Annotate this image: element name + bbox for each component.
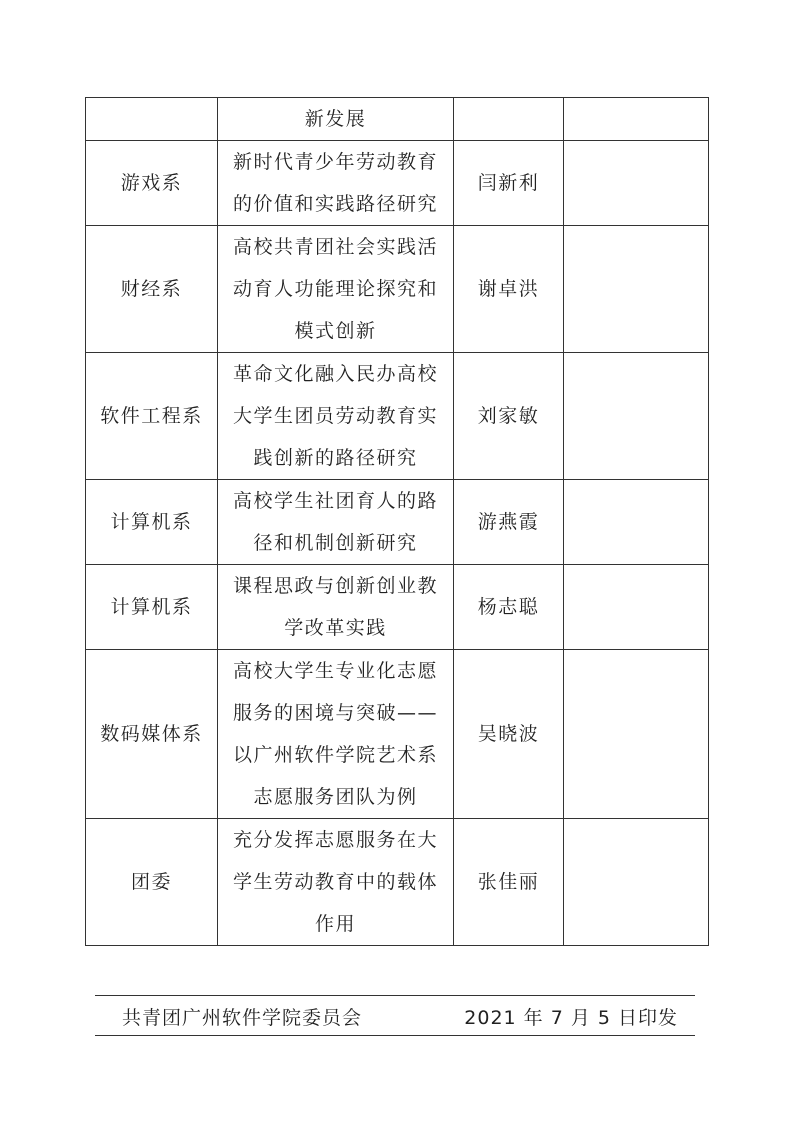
topic-line: 作用 — [314, 913, 356, 935]
note-cell — [564, 353, 709, 480]
table-row — [86, 98, 709, 141]
table-row — [86, 650, 709, 819]
footer-rule-bottom — [95, 1035, 695, 1036]
dept-cell — [86, 98, 218, 141]
dept-cell: 软件工程系 — [86, 353, 218, 480]
footer-date: 2021 年 7 月 5 日印发 — [464, 1007, 678, 1029]
topic-cell — [218, 819, 454, 946]
topic-cell — [218, 98, 454, 141]
topic-cell — [218, 650, 454, 819]
topic-line: 模式创新 — [294, 320, 377, 342]
topic-line: 大学生团员劳动教育实 — [232, 405, 438, 427]
topic-cell — [218, 141, 454, 226]
table-row — [86, 353, 709, 480]
table-row — [86, 819, 709, 946]
topic-line: 高校学生社团育人的路 — [232, 490, 438, 512]
topic-line: 新发展 — [304, 108, 367, 130]
topic-cell — [218, 353, 454, 480]
leader-cell: 刘家敏 — [454, 353, 564, 480]
footer-issuer: 共青团广州软件学院委员会 — [122, 1007, 363, 1029]
topic-cell — [218, 226, 454, 353]
leader-cell: 游燕霞 — [454, 480, 564, 565]
topic-line: 践创新的路径研究 — [253, 447, 418, 469]
topic-line: 新时代青少年劳动教育 — [232, 151, 438, 173]
note-cell — [564, 565, 709, 650]
table-row — [86, 141, 709, 226]
leader-cell: 谢卓洪 — [454, 226, 564, 353]
topic-line: 服务的困境与突破—— — [232, 702, 438, 724]
leader-cell — [454, 98, 564, 141]
topic-line: 学改革实践 — [284, 617, 387, 639]
topic-cell — [218, 565, 454, 650]
footer-rule-top — [95, 995, 695, 996]
topic-line: 动育人功能理论探究和 — [232, 278, 438, 300]
topic-line: 学生劳动教育中的载体 — [232, 871, 438, 893]
topic-line: 高校共青团社会实践活 — [232, 236, 438, 258]
table-row — [86, 480, 709, 565]
dept-cell: 团委 — [86, 819, 218, 946]
dept-cell: 数码媒体系 — [86, 650, 218, 819]
table-row — [86, 565, 709, 650]
note-cell — [564, 98, 709, 141]
leader-cell: 张佳丽 — [454, 819, 564, 946]
topic-line: 径和机制创新研究 — [253, 532, 418, 554]
note-cell — [564, 819, 709, 946]
table-row — [86, 226, 709, 353]
topic-line: 以广州软件学院艺术系 — [232, 744, 438, 766]
topic-line: 充分发挥志愿服务在大 — [232, 829, 438, 851]
leader-cell: 吴晓波 — [454, 650, 564, 819]
project-table — [85, 97, 709, 946]
note-cell — [564, 226, 709, 353]
dept-cell: 计算机系 — [86, 565, 218, 650]
topic-line: 课程思政与创新创业教 — [232, 575, 438, 597]
leader-cell: 闫新利 — [454, 141, 564, 226]
topic-line: 革命文化融入民办高校 — [232, 363, 438, 385]
topic-cell — [218, 480, 454, 565]
note-cell — [564, 650, 709, 819]
topic-line: 志愿服务团队为例 — [253, 786, 418, 808]
table-body — [86, 98, 709, 946]
dept-cell: 计算机系 — [86, 480, 218, 565]
note-cell — [564, 141, 709, 226]
leader-cell: 杨志聪 — [454, 565, 564, 650]
topic-line: 的价值和实践路径研究 — [232, 193, 438, 215]
dept-cell: 游戏系 — [86, 141, 218, 226]
note-cell — [564, 480, 709, 565]
topic-line: 高校大学生专业化志愿 — [232, 660, 438, 682]
dept-cell: 财经系 — [86, 226, 218, 353]
